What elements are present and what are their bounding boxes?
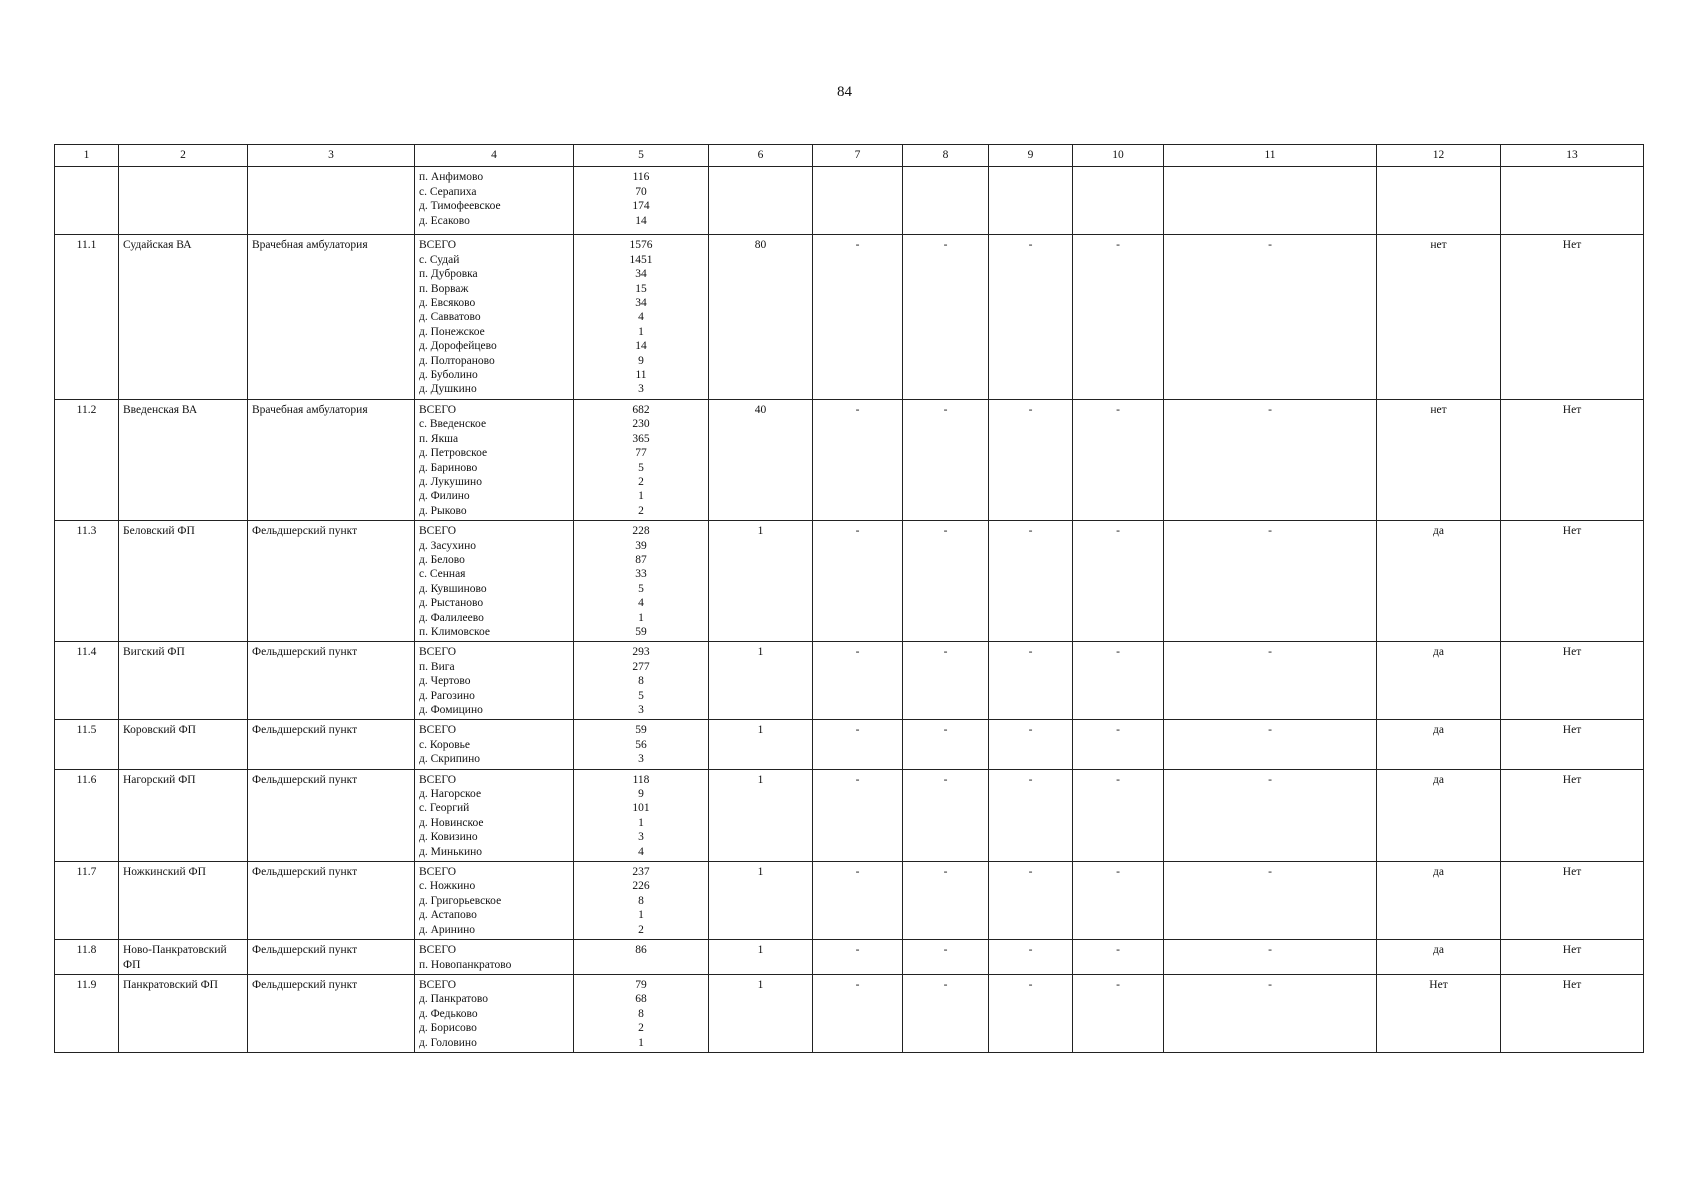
cell-col11: - [1164, 862, 1377, 940]
table-row [55, 769, 1644, 861]
settlement-name: д. Фомицино [419, 704, 483, 716]
cell-col12: Нет [1377, 974, 1501, 1052]
settlement-count: 8 [638, 675, 644, 688]
cell-col10: - [1073, 720, 1164, 769]
cell-col12: да [1377, 769, 1501, 861]
cell-col8: - [903, 769, 989, 861]
settlement-count: 2 [638, 504, 644, 517]
settlement-name: д. Панкратово [419, 993, 489, 1006]
cell-col9: - [989, 940, 1073, 975]
cell-name: Нагорский ФП [119, 769, 248, 861]
settlement-count: 39 [635, 539, 647, 552]
settlement-count: 59 [635, 724, 647, 737]
cell-col9: - [989, 235, 1073, 399]
column-header-9: 9 [989, 145, 1073, 167]
settlement-name: д. Филино [419, 490, 470, 503]
cell-num: 11.3 [55, 521, 119, 642]
cell-col13: Нет [1501, 399, 1644, 520]
cell-col8: - [903, 720, 989, 769]
settlement-count: 87 [635, 553, 647, 566]
settlement-name: д. Есаково [419, 214, 470, 227]
table-row [55, 940, 1644, 975]
settlement-name: д. Рыстаново [419, 597, 484, 610]
data-table [54, 144, 1644, 1053]
cell-col6: 1 [709, 974, 813, 1052]
settlement-name: ВСЕГО [419, 646, 457, 659]
cell-col11: - [1164, 769, 1377, 861]
header-row [55, 145, 1644, 167]
cell-col13: Нет [1501, 235, 1644, 399]
cell-col6: 1 [709, 940, 813, 975]
settlement-count: 33 [635, 568, 647, 581]
settlement-name: ВСЕГО [419, 525, 457, 538]
settlement-name: с. Коровье [419, 738, 470, 751]
settlement-count: 77 [635, 447, 647, 460]
settlement-name: с. Введенское [419, 418, 487, 431]
cell-col11: - [1164, 399, 1377, 520]
settlement-count: 11 [635, 369, 647, 382]
cell-num: 11.6 [55, 769, 119, 861]
settlement-count: 5 [638, 461, 644, 474]
settlement-count: 1 [638, 909, 644, 922]
cell-col8: - [903, 235, 989, 399]
cell-col10: - [1073, 940, 1164, 975]
cell-settlements [415, 940, 574, 975]
cell-counts [574, 399, 709, 520]
cell-col11: - [1164, 642, 1377, 720]
settlement-name: д. Лукушино [419, 475, 482, 488]
cell-col12: да [1377, 642, 1501, 720]
cell-col12: да [1377, 940, 1501, 975]
cell-col7: - [813, 399, 903, 520]
settlement-name: ВСЕГО [419, 239, 457, 252]
settlement-count: 15 [635, 282, 647, 295]
cell-col11: - [1164, 521, 1377, 642]
cell-col9: - [989, 642, 1073, 720]
settlement-name: с. Георгий [419, 802, 470, 815]
settlement-count: 118 [632, 773, 650, 786]
settlement-count: 34 [635, 268, 647, 281]
cell-num: 11.4 [55, 642, 119, 720]
settlement-count: 230 [632, 418, 650, 431]
column-header-8: 8 [903, 145, 989, 167]
settlement-count: 8 [638, 894, 644, 907]
cell-num: 11.5 [55, 720, 119, 769]
cell-col9: - [989, 399, 1073, 520]
cell-col8: - [903, 642, 989, 720]
column-header-5: 5 [574, 145, 709, 167]
cell-col7: - [813, 642, 903, 720]
cell-settlements [415, 974, 574, 1052]
cell-col13: Нет [1501, 974, 1644, 1052]
cell-type: Фельдшерский пункт [248, 769, 415, 861]
settlement-name: д. Засухино [419, 539, 476, 552]
settlement-name: д. Белово [419, 553, 465, 566]
settlement-count: 4 [638, 845, 644, 858]
settlement-count: 277 [632, 660, 650, 673]
cell-col9: - [989, 974, 1073, 1052]
column-header-6: 6 [709, 145, 813, 167]
cell-col12 [1377, 167, 1501, 235]
table-body [55, 167, 1644, 1053]
settlement-count: 70 [635, 185, 647, 198]
settlement-name: д. Полтораново [419, 354, 495, 367]
settlement-count: 9 [638, 788, 644, 801]
cell-name [119, 167, 248, 235]
cell-col7: - [813, 521, 903, 642]
settlement-name: д. Чертово [419, 675, 471, 688]
cell-settlements [415, 769, 574, 861]
settlement-count: 2 [638, 1022, 644, 1035]
settlement-count: 86 [635, 944, 647, 957]
settlement-name: д. Новинское [419, 816, 484, 829]
table-row [55, 235, 1644, 399]
settlement-name: д. Рыково [419, 504, 467, 517]
column-header-10: 10 [1073, 145, 1164, 167]
cell-counts [574, 940, 709, 975]
settlement-name: ВСЕГО [419, 773, 457, 786]
cell-col12: да [1377, 720, 1501, 769]
cell-col10: - [1073, 235, 1164, 399]
cell-type: Фельдшерский пункт [248, 974, 415, 1052]
cell-settlements [415, 862, 574, 940]
settlement-name: д. Евсяково [419, 297, 476, 310]
table-row [55, 720, 1644, 769]
settlement-name: п. Ворваж [419, 282, 469, 295]
settlement-count: 1 [638, 1036, 644, 1049]
settlement-count: 101 [632, 802, 650, 815]
settlement-count: 682 [632, 403, 650, 416]
column-header-3: 3 [248, 145, 415, 167]
cell-col13: Нет [1501, 642, 1644, 720]
cell-type: Фельдшерский пункт [248, 720, 415, 769]
settlement-name: д. Астапово [419, 909, 477, 922]
cell-col11: - [1164, 940, 1377, 975]
settlement-name: д. Головино [419, 1036, 477, 1049]
cell-name: Панкратовский ФП [119, 974, 248, 1052]
settlement-count: 14 [635, 340, 647, 353]
cell-settlements [415, 720, 574, 769]
settlement-count: 59 [635, 625, 647, 638]
column-header-2: 2 [119, 145, 248, 167]
cell-col6: 1 [709, 642, 813, 720]
cell-num: 11.7 [55, 862, 119, 940]
cell-name: Ново-Панкратовский ФП [119, 940, 248, 975]
cell-settlements [415, 521, 574, 642]
cell-name: Коровский ФП [119, 720, 248, 769]
cell-counts [574, 642, 709, 720]
settlement-name: д. Буболино [419, 369, 478, 382]
table-row [55, 642, 1644, 720]
settlement-count: 34 [635, 297, 647, 310]
cell-col10: - [1073, 521, 1164, 642]
settlement-count: 1 [638, 816, 644, 829]
column-header-13: 13 [1501, 145, 1644, 167]
cell-counts [574, 862, 709, 940]
cell-col9: - [989, 769, 1073, 861]
settlement-name: д. Тимофеевское [419, 200, 501, 213]
settlement-count: 3 [638, 831, 644, 844]
cell-col10: - [1073, 399, 1164, 520]
settlement-count: 1451 [629, 253, 653, 266]
cell-col13: Нет [1501, 769, 1644, 861]
settlement-count: 228 [632, 525, 650, 538]
cell-col12: нет [1377, 235, 1501, 399]
cell-num: 11.1 [55, 235, 119, 399]
cell-counts [574, 769, 709, 861]
settlement-name: д. Борисово [419, 1022, 477, 1035]
cell-num: 11.2 [55, 399, 119, 520]
settlement-name: с. Судай [419, 253, 460, 266]
settlement-count: 9 [638, 354, 644, 367]
settlement-name: д. Савватово [419, 311, 481, 324]
cell-col6 [709, 167, 813, 235]
cell-counts [574, 720, 709, 769]
cell-name: Ножкинский ФП [119, 862, 248, 940]
settlement-name: п. Вига [419, 660, 455, 673]
cell-col13: Нет [1501, 862, 1644, 940]
cell-col12: да [1377, 521, 1501, 642]
cell-counts [574, 167, 709, 235]
settlement-name: п. Новопанкратово [419, 958, 512, 971]
cell-col10: - [1073, 862, 1164, 940]
settlement-name: п. Климовское [419, 625, 490, 638]
cell-col11: - [1164, 235, 1377, 399]
settlement-count: 237 [632, 866, 650, 879]
cell-col10: - [1073, 974, 1164, 1052]
settlement-name: п. Анфимово [419, 171, 484, 184]
settlement-name: п. Якша [419, 432, 459, 445]
settlement-count: 116 [632, 171, 650, 184]
cell-name: Судайская ВА [119, 235, 248, 399]
settlement-name: д. Скрипино [419, 753, 480, 766]
table-row [55, 399, 1644, 520]
cell-num: 11.9 [55, 974, 119, 1052]
cell-col8: - [903, 521, 989, 642]
settlement-name: д. Петровское [419, 447, 488, 460]
cell-col11: - [1164, 720, 1377, 769]
cell-col8: - [903, 940, 989, 975]
settlement-name: д. Федьково [419, 1007, 478, 1020]
cell-num: 11.8 [55, 940, 119, 975]
settlement-count: 226 [632, 880, 650, 893]
settlement-name: п. Дубровка [419, 268, 478, 281]
settlement-name: д. Ковизино [419, 831, 478, 844]
cell-type: Фельдшерский пункт [248, 521, 415, 642]
settlement-count: 1 [638, 490, 644, 503]
settlement-count: 14 [635, 214, 647, 227]
continuation-row [55, 167, 1644, 235]
settlement-name: ВСЕГО [419, 403, 457, 416]
cell-col6: 1 [709, 862, 813, 940]
cell-counts [574, 235, 709, 399]
cell-col11: - [1164, 974, 1377, 1052]
settlement-count: 3 [638, 753, 644, 766]
settlement-count: 56 [635, 738, 647, 751]
cell-type: Врачебная амбулатория [248, 235, 415, 399]
cell-col7: - [813, 862, 903, 940]
cell-col6: 1 [709, 720, 813, 769]
table-row [55, 974, 1644, 1052]
cell-settlements [415, 642, 574, 720]
cell-type: Врачебная амбулатория [248, 399, 415, 520]
cell-type: Фельдшерский пункт [248, 642, 415, 720]
table-row [55, 521, 1644, 642]
settlement-count: 1 [638, 611, 644, 624]
cell-col7 [813, 167, 903, 235]
cell-col7: - [813, 769, 903, 861]
settlement-name: д. Душкино [419, 383, 477, 396]
cell-num [55, 167, 119, 235]
cell-col7: - [813, 974, 903, 1052]
column-header-7: 7 [813, 145, 903, 167]
settlement-name: с. Сенная [419, 568, 466, 581]
cell-col9 [989, 167, 1073, 235]
settlement-count: 3 [638, 383, 644, 396]
cell-col12: нет [1377, 399, 1501, 520]
settlement-count: 4 [638, 311, 644, 324]
settlement-name: д. Понежское [419, 325, 485, 338]
settlement-count: 1 [638, 325, 644, 338]
cell-col7: - [813, 235, 903, 399]
cell-col7: - [813, 720, 903, 769]
settlement-count: 365 [632, 432, 650, 445]
cell-col8 [903, 167, 989, 235]
settlement-count: 79 [635, 978, 647, 991]
settlement-count: 2 [638, 923, 644, 936]
cell-counts [574, 974, 709, 1052]
settlement-count: 5 [638, 689, 644, 702]
settlement-name: д. Нагорское [419, 788, 482, 801]
cell-col8: - [903, 399, 989, 520]
cell-col10: - [1073, 769, 1164, 861]
cell-col13: Нет [1501, 720, 1644, 769]
settlement-count: 3 [638, 704, 644, 716]
cell-col6: 1 [709, 769, 813, 861]
settlement-name: с. Ножкино [419, 880, 476, 893]
cell-type: Фельдшерский пункт [248, 862, 415, 940]
settlement-name: ВСЕГО [419, 978, 457, 991]
settlement-name: ВСЕГО [419, 866, 457, 879]
column-header-11: 11 [1164, 145, 1377, 167]
settlement-name: д. Григорьевское [419, 894, 502, 907]
settlement-name: с. Серапиха [419, 185, 477, 198]
cell-col9: - [989, 521, 1073, 642]
cell-name: Вигский ФП [119, 642, 248, 720]
cell-col13 [1501, 167, 1644, 235]
table-row [55, 862, 1644, 940]
cell-col12: да [1377, 862, 1501, 940]
settlement-count: 68 [635, 993, 647, 1006]
settlement-count: 293 [632, 646, 650, 659]
cell-settlements [415, 167, 574, 235]
cell-col9: - [989, 862, 1073, 940]
settlement-name: д. Аринино [419, 923, 476, 936]
cell-col10: - [1073, 642, 1164, 720]
cell-settlements [415, 235, 574, 399]
cell-col13: Нет [1501, 940, 1644, 975]
cell-col6: 1 [709, 521, 813, 642]
cell-name: Беловский ФП [119, 521, 248, 642]
cell-col7: - [813, 940, 903, 975]
settlement-name: д. Кувшиново [419, 582, 487, 595]
settlement-count: 1576 [629, 239, 653, 252]
cell-type [248, 167, 415, 235]
cell-col8: - [903, 974, 989, 1052]
cell-settlements [415, 399, 574, 520]
settlement-count: 4 [638, 597, 644, 610]
settlement-count: 8 [638, 1007, 644, 1020]
settlement-name: д. Минькино [419, 845, 483, 858]
column-header-1: 1 [55, 145, 119, 167]
settlement-name: ВСЕГО [419, 724, 457, 737]
column-header-12: 12 [1377, 145, 1501, 167]
cell-name: Введенская ВА [119, 399, 248, 520]
settlement-count: 2 [638, 475, 644, 488]
settlement-name: д. Фалилеево [419, 611, 484, 624]
cell-col6: 80 [709, 235, 813, 399]
cell-col6: 40 [709, 399, 813, 520]
cell-counts [574, 521, 709, 642]
cell-col10 [1073, 167, 1164, 235]
settlement-name: ВСЕГО [419, 944, 457, 957]
cell-col13: Нет [1501, 521, 1644, 642]
page-number: 84 [837, 84, 852, 100]
cell-col9: - [989, 720, 1073, 769]
settlement-count: 174 [632, 200, 650, 213]
cell-type: Фельдшерский пункт [248, 940, 415, 975]
settlement-name: д. Бариново [419, 461, 478, 474]
cell-col8: - [903, 862, 989, 940]
cell-col11 [1164, 167, 1377, 235]
settlement-name: д. Рагозино [419, 689, 475, 702]
settlement-name: д. Дорофейцево [419, 340, 497, 353]
settlement-count: 5 [638, 582, 644, 595]
column-header-4: 4 [415, 145, 574, 167]
